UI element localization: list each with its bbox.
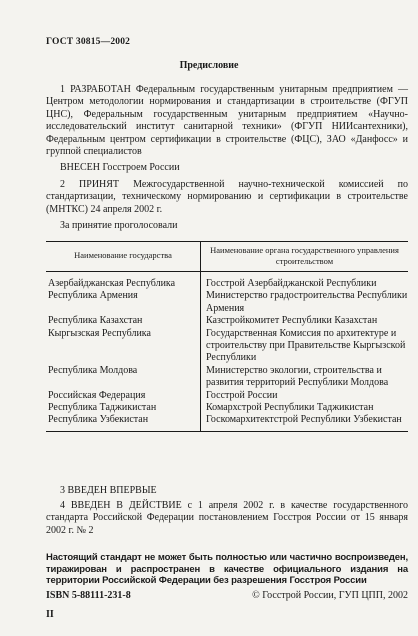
table-cell-authority: Министерство экологии, строительства и развития территорий Республики Молдова — [206, 364, 389, 389]
paragraph-first-introduced-text: 3 ВВЕДЕН ВПЕРВЫЕ — [60, 485, 157, 496]
copyright: © Госстрой России, ГУП ЦПП, 2002 — [252, 590, 408, 601]
paragraph-developed — [46, 84, 408, 158]
table-row — [46, 390, 408, 402]
table-row — [46, 328, 408, 365]
table-cell-state: Республика Казахстан — [46, 315, 201, 327]
voting-table — [46, 241, 408, 432]
table-cell-state: Российская Федерация — [46, 390, 201, 402]
paragraph-first-introduced — [46, 485, 408, 497]
paragraph-in-force — [46, 500, 408, 537]
column-header-state: Наименование государства — [46, 242, 201, 272]
paragraph-introduced-text: ВНЕСЕН Госстроем России — [60, 162, 180, 173]
paragraph-in-force-text: 4 ВВЕДЕН В ДЕЙСТВИЕ с 1 апреля 2002 г. в качестве государственного стандарта Российской Федерации постановлением Госстроя России от 15 января 2002 г. № 2 — [46, 500, 408, 536]
page-number: II — [46, 609, 54, 620]
document-id: ГОСТ 30815—2002 — [46, 37, 131, 47]
table-cell-state: Азербайджанская Республика — [46, 272, 201, 291]
table-cell-state: Республика Армения — [46, 290, 201, 315]
table-row — [46, 365, 408, 390]
table-cell-authority: Государственная Комиссия по архитектуре и строительству при Правительстве Кыргызской Республики — [206, 327, 406, 364]
table-header-row — [46, 242, 408, 272]
reproduction-notice: Настоящий стандарт не может быть полностью или частично воспроизведен, тиражирован и распространен в качестве официального издания на территории Российской Федерации без разрешения Госстроя России — [46, 552, 408, 586]
paragraph-adopted — [46, 179, 408, 216]
table-cell-authority: Комархстрой Республики Таджикистан — [206, 402, 374, 414]
preface-heading: Предисловие — [179, 60, 239, 71]
table-cell-state: Республика Узбекистан — [46, 414, 201, 431]
paragraph-developed-text: 1 РАЗРАБОТАН Федеральным государственным унитарным предприятием — Центром методологии нормирования и стандартизации в строительстве (ФГУП ЦНС), Федеральным государственным унитарным предприятием «Научно-исследовательский институт санитарной техники» (ФГУП НИИсантехники), Федеральным центром сертификации в строительстве (ФЦС), ЗАО «Данфосс» и группой специалистов — [46, 84, 408, 158]
paragraph-voted-text: За принятие проголосовали — [60, 220, 178, 231]
table-row — [46, 315, 408, 327]
table-row — [46, 272, 408, 291]
table-cell-state: Кыргызская Республика — [46, 328, 201, 365]
table-row — [46, 290, 408, 315]
table-row — [46, 414, 408, 431]
paragraph-voted — [46, 220, 408, 232]
table-cell-authority: Госстрой России — [206, 389, 278, 401]
table-cell-state: Республика Таджикистан — [46, 402, 201, 414]
paragraph-adopted-text: 2 ПРИНЯТ Межгосударственной научно-технической комиссией по стандартизации, техническому нормированию и сертификации в строительстве (МНТКС) 24 апреля 2002 г. — [46, 179, 408, 215]
table-cell-authority: Госкомархитектстрой Республики Узбекистан — [201, 414, 409, 431]
isbn: ISBN 5-88111-231-8 — [46, 590, 131, 601]
table-cell-state: Республика Молдова — [46, 365, 201, 390]
table-cell-authority: Министерство градостроительства Республики Армения — [206, 290, 408, 314]
table-cell-authority: Казстройкомитет Республики Казахстан — [206, 315, 378, 327]
table-row — [46, 402, 408, 414]
table-cell-authority: Госстрой Азербайджанской Республики — [206, 278, 377, 289]
column-header-authority: Наименование органа государственного управления строительством — [201, 242, 409, 272]
paragraph-introduced — [46, 162, 408, 174]
